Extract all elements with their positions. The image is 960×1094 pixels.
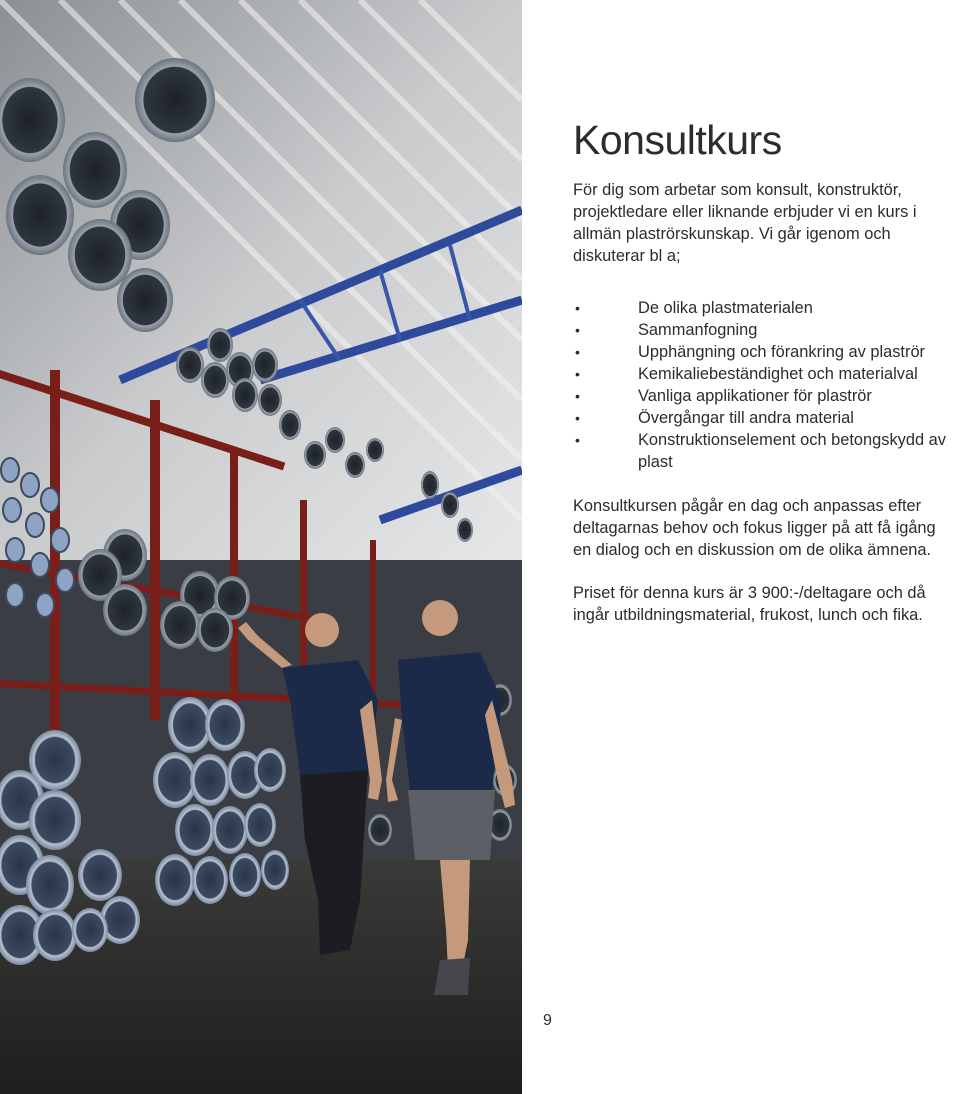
list-item (573, 363, 958, 385)
topic-list (573, 297, 958, 473)
list-item-text: Sammanfogning (638, 321, 758, 340)
bullet-icon: • (575, 410, 580, 427)
bullet-icon: • (575, 344, 580, 361)
duration-paragraph: Konsultkursen pågår en dag och anpassas efter deltagarnas behov och fokus ligger på att få igång en dialog och en diskussion om de olika ämnena. (573, 497, 936, 560)
bullet-icon: • (575, 300, 580, 317)
page-number: 9 (543, 1012, 552, 1029)
bullet-icon: • (575, 388, 580, 405)
list-item (573, 341, 958, 363)
list-item-text: De olika plastmaterialen (638, 299, 813, 318)
bullet-icon: • (575, 322, 580, 339)
list-item (573, 385, 958, 407)
course-info (573, 118, 958, 626)
list-item-text: Kemikaliebeständighet och materialval (638, 365, 918, 384)
list-item (573, 319, 958, 341)
list-item-text: Upphängning och förankring av plaströr (638, 343, 926, 362)
intro-paragraph: För dig som arbetar som konsult, konstruktör, projektledare eller liknande erbjuder vi en kurs i allmän plaströrskunskap. Vi går igenom och diskuterar bl a; (573, 181, 917, 266)
list-item (573, 407, 958, 429)
list-item (573, 297, 958, 319)
list-item (573, 429, 958, 473)
bullet-icon: • (575, 432, 580, 449)
page-title: Konsultkurs (573, 117, 782, 163)
list-item-text: Övergångar till andra material (638, 409, 854, 428)
list-item-text: Konstruktionselement och betongskydd av plast (638, 431, 946, 472)
list-item-text: Vanliga applikationer för plaströr (638, 387, 872, 406)
price-paragraph: Priset för denna kurs är 3 900:-/deltagare och då ingår utbildningsmaterial, frukost, lunch och fika. (573, 584, 926, 625)
bullet-icon: • (575, 366, 580, 383)
